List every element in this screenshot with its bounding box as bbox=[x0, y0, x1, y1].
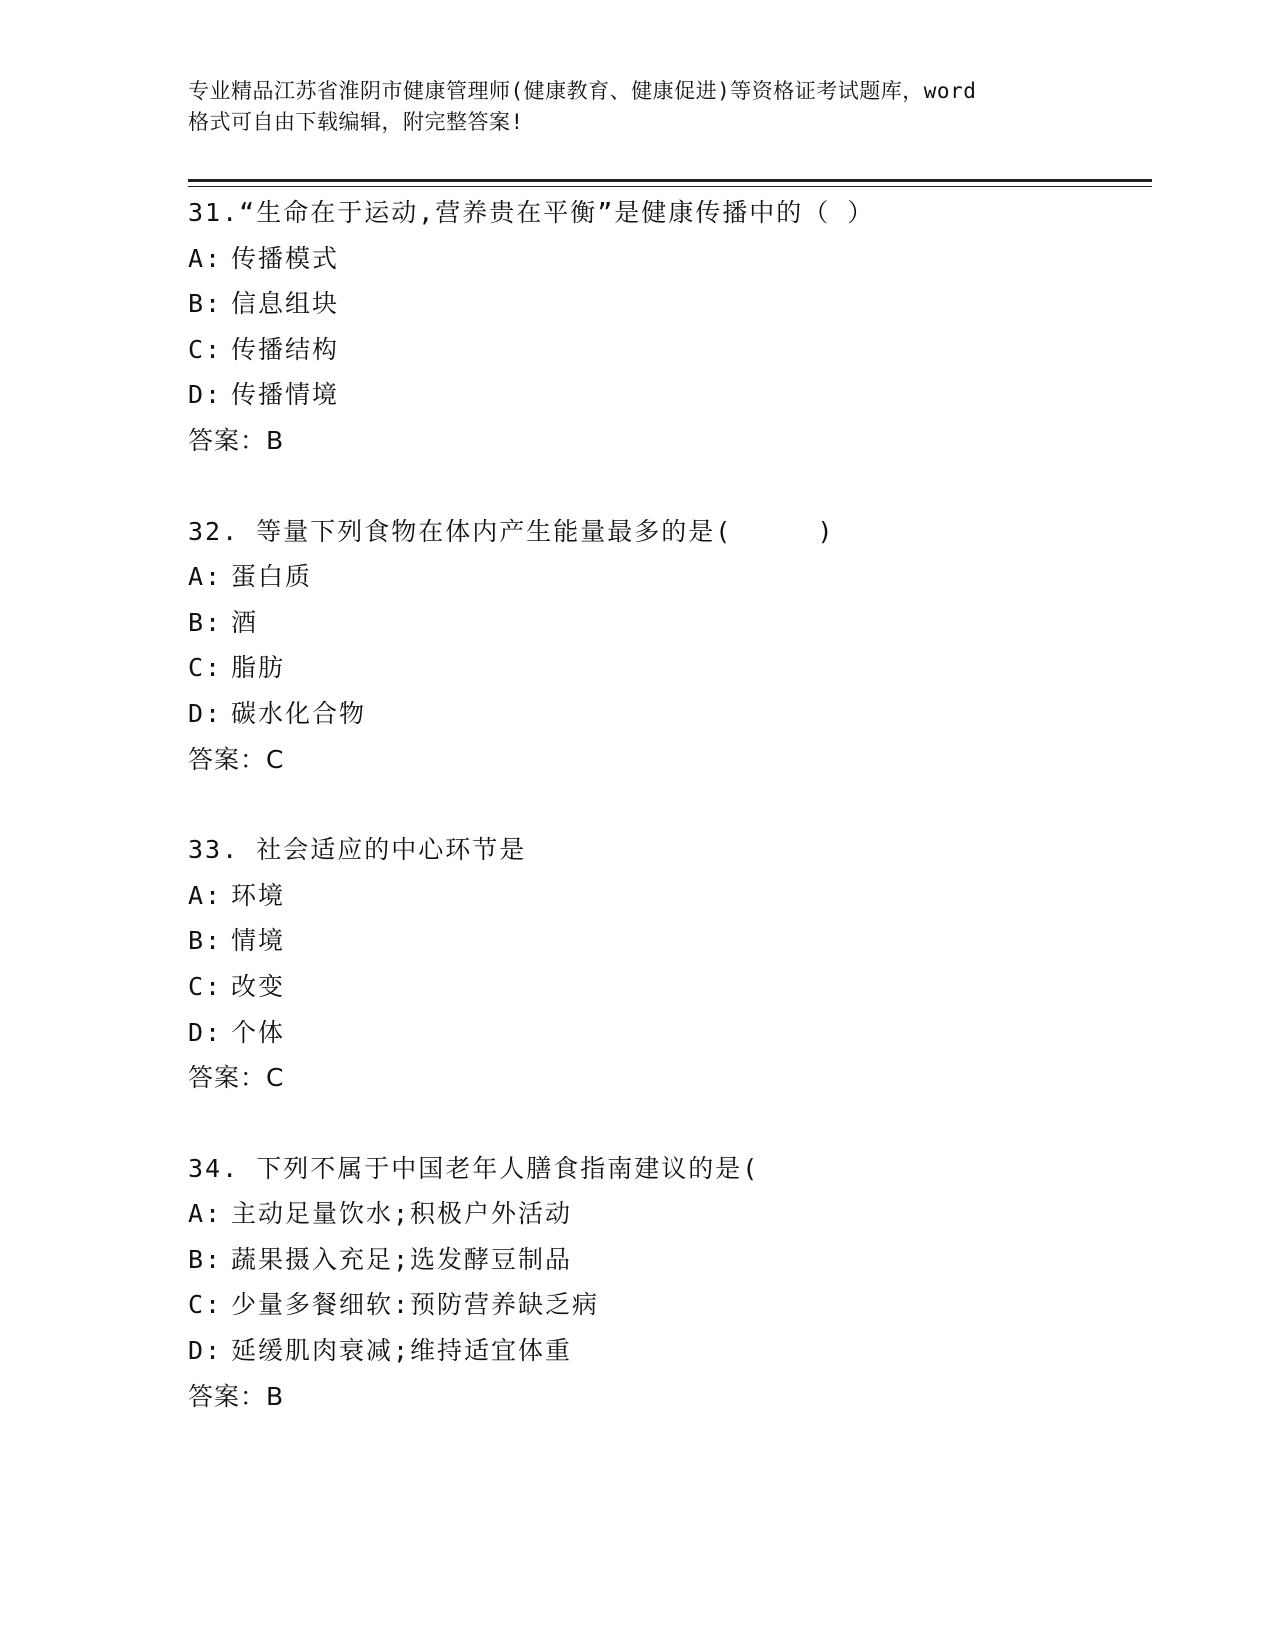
option-text: 酒 bbox=[231, 607, 259, 637]
answer-line: 答案：C bbox=[188, 744, 285, 774]
option-d bbox=[188, 372, 1148, 418]
question-stem: 34. 下列不属于中国老年人膳食指南建议的是( bbox=[188, 1153, 760, 1183]
option-text: 信息组块 bbox=[231, 289, 340, 319]
question-34 bbox=[188, 1146, 1148, 1420]
option-text: 环境 bbox=[231, 880, 286, 910]
option-a bbox=[188, 236, 1148, 282]
option-text: 少量多餐细软:预防营养缺乏病 bbox=[231, 1290, 600, 1320]
option-text: 主动足量饮水;积极户外活动 bbox=[231, 1199, 573, 1229]
question-list bbox=[188, 190, 1148, 1464]
option-b bbox=[188, 600, 1148, 646]
option-text: 传播结构 bbox=[231, 334, 340, 364]
option-text: 延缓肌肉衰减;维持适宜体重 bbox=[231, 1336, 573, 1366]
option-text: 蔬果摄入充足;选发酵豆制品 bbox=[231, 1244, 573, 1274]
option-text: 脂肪 bbox=[231, 653, 286, 683]
option-label: A: bbox=[188, 562, 223, 592]
answer-line: 答案：B bbox=[188, 1381, 285, 1411]
option-c bbox=[188, 327, 1148, 373]
option-a bbox=[188, 554, 1148, 600]
option-label: D: bbox=[188, 380, 223, 410]
option-label: D: bbox=[188, 1017, 223, 1047]
option-c bbox=[188, 645, 1148, 691]
option-b bbox=[188, 918, 1148, 964]
option-label: C: bbox=[188, 1290, 223, 1320]
header-line-2: 格式可自由下载编辑，附完整答案! bbox=[188, 110, 524, 134]
option-text: 情境 bbox=[231, 926, 286, 956]
option-label: C: bbox=[188, 334, 223, 364]
header-divider-thin bbox=[188, 186, 1152, 187]
option-text: 碳水化合物 bbox=[231, 698, 367, 728]
option-text: 蛋白质 bbox=[231, 562, 313, 592]
option-label: A: bbox=[188, 1199, 223, 1229]
question-stem: 33. 社会适应的中心环节是 bbox=[188, 835, 527, 865]
option-label: B: bbox=[188, 607, 223, 637]
option-a bbox=[188, 873, 1148, 919]
option-b bbox=[188, 1237, 1148, 1283]
option-d bbox=[188, 1328, 1148, 1374]
option-text: 传播情境 bbox=[231, 380, 340, 410]
question-32 bbox=[188, 509, 1148, 783]
option-label: B: bbox=[188, 926, 223, 956]
option-d bbox=[188, 1010, 1148, 1056]
option-label: C: bbox=[188, 653, 223, 683]
option-b bbox=[188, 281, 1148, 327]
option-label: A: bbox=[188, 243, 223, 273]
option-label: D: bbox=[188, 698, 223, 728]
question-33 bbox=[188, 827, 1148, 1101]
option-c bbox=[188, 1282, 1148, 1328]
header-divider-thick bbox=[188, 179, 1152, 182]
option-d bbox=[188, 691, 1148, 737]
question-31 bbox=[188, 190, 1148, 464]
question-stem: 32. 等量下列食物在体内产生能量最多的是( ) bbox=[188, 516, 835, 546]
option-text: 改变 bbox=[231, 971, 286, 1001]
header-line-1: 专业精品江苏省淮阴市健康管理师(健康教育、健康促进)等资格证考试题库，word bbox=[188, 79, 977, 103]
option-label: A: bbox=[188, 880, 223, 910]
option-a bbox=[188, 1191, 1148, 1237]
option-label: D: bbox=[188, 1336, 223, 1366]
question-stem: 31.“生命在于运动,营养贵在平衡”是健康传播中的（ ） bbox=[188, 198, 875, 227]
option-label: B: bbox=[188, 1244, 223, 1274]
option-text: 个体 bbox=[231, 1017, 286, 1047]
option-c bbox=[188, 964, 1148, 1010]
document-header bbox=[188, 76, 1088, 138]
option-label: C: bbox=[188, 971, 223, 1001]
answer-line: 答案：C bbox=[188, 1063, 285, 1093]
option-label: B: bbox=[188, 289, 223, 319]
answer-line: 答案：B bbox=[188, 425, 285, 455]
option-text: 传播模式 bbox=[231, 243, 340, 273]
